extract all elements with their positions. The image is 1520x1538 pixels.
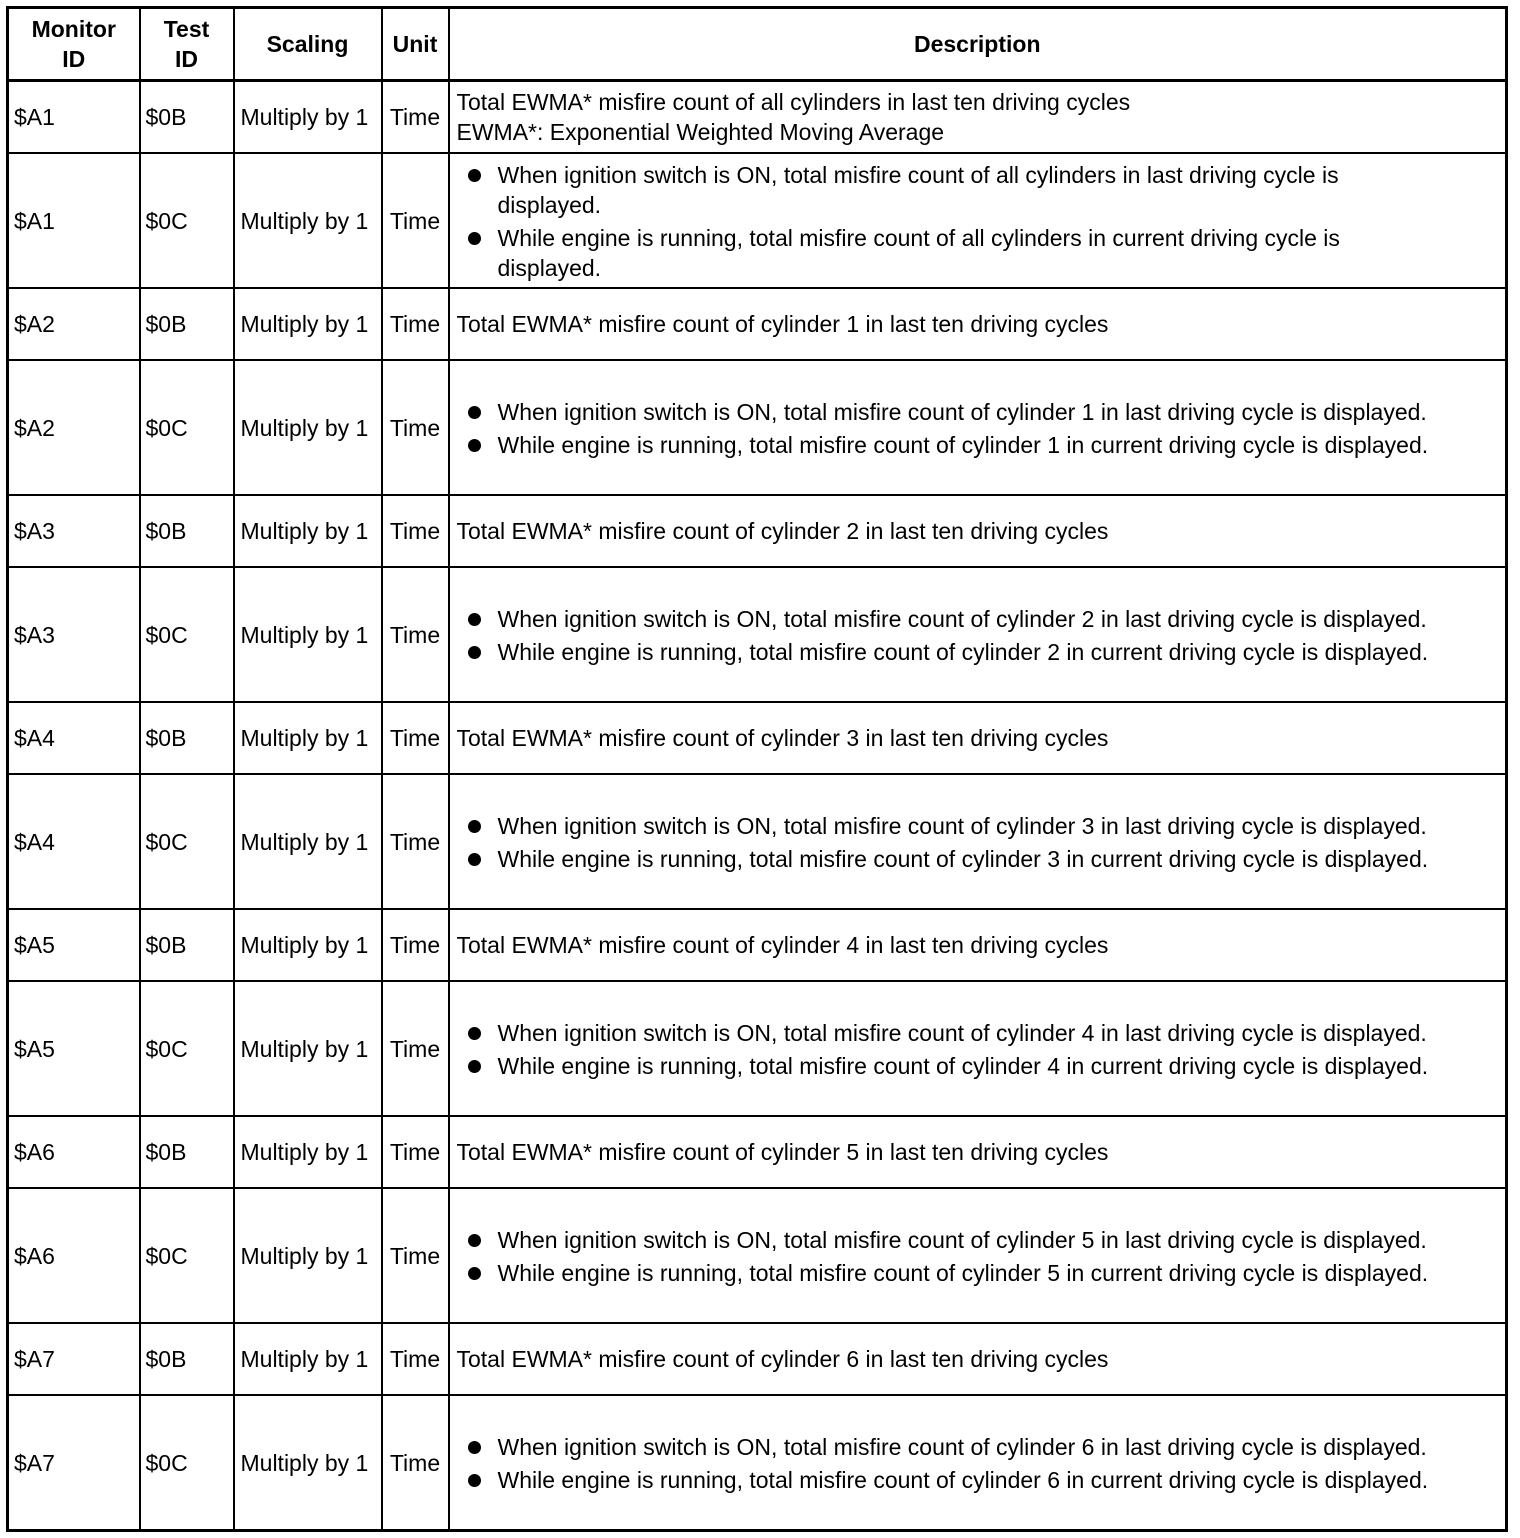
description-cell: Total EWMA* misfire count of cylinder 5 in last ten driving cycles xyxy=(449,1116,1507,1188)
bullet-item xyxy=(450,223,1506,283)
description-cell: Total EWMA* misfire count of cylinder 4 in last ten driving cycles xyxy=(449,909,1507,981)
description-bullet-list xyxy=(450,393,1506,460)
bullet-text: While engine is running, total misfire count of cylinder 5 in current driving cycle is displayed. xyxy=(497,1259,1429,1286)
monitor-id-cell: $A1 xyxy=(8,81,140,154)
bullet-text: While engine is running, total misfire count of cylinder 3 in current driving cycle is displayed. xyxy=(497,845,1429,872)
unit-cell: Time xyxy=(382,1116,449,1188)
bullet-text: When ignition switch is ON, total misfire count of cylinder 6 in last driving cycle is displayed. xyxy=(497,1433,1427,1460)
test-id-cell: $0C xyxy=(140,1188,234,1323)
bullet-dot-icon xyxy=(468,646,481,659)
header-unit: Unit xyxy=(382,8,449,81)
scaling-cell: Multiply by 1 xyxy=(234,1188,382,1323)
scaling-cell: Multiply by 1 xyxy=(234,153,382,288)
description-bullet-list xyxy=(450,1221,1506,1288)
unit-cell: Time xyxy=(382,153,449,288)
bullet-item xyxy=(450,430,1506,460)
table-row xyxy=(8,909,1507,981)
test-id-cell: $0B xyxy=(140,1116,234,1188)
monitor-id-cell: $A4 xyxy=(8,774,140,909)
monitor-id-cell: $A3 xyxy=(8,567,140,702)
header-test-id: Test ID xyxy=(140,8,234,81)
bullet-item xyxy=(450,160,1506,220)
bullet-text: When ignition switch is ON, total misfire count of cylinder 3 in last driving cycle is displayed. xyxy=(497,812,1427,839)
unit-cell: Time xyxy=(382,981,449,1116)
table-row xyxy=(8,702,1507,774)
bullet-dot-icon xyxy=(468,169,481,182)
bullet-dot-icon xyxy=(468,613,481,626)
description-cell: Total EWMA* misfire count of cylinder 3 in last ten driving cycles xyxy=(449,702,1507,774)
table-row xyxy=(8,153,1507,288)
table-row xyxy=(8,774,1507,909)
misfire-monitor-table xyxy=(6,6,1508,1532)
monitor-id-cell: $A3 xyxy=(8,495,140,567)
description-bullet-list xyxy=(450,807,1506,874)
bullet-item xyxy=(450,604,1506,634)
bullet-dot-icon xyxy=(468,1060,481,1073)
bullet-text: While engine is running, total misfire count of cylinder 1 in current driving cycle is displayed. xyxy=(497,431,1429,458)
description-footnote: EWMA*: Exponential Weighted Moving Average xyxy=(456,119,945,145)
bullet-text: When ignition switch is ON, total misfire count of cylinder 4 in last driving cycle is displayed. xyxy=(497,1019,1427,1046)
monitor-id-cell: $A6 xyxy=(8,1116,140,1188)
bullet-dot-icon xyxy=(468,1267,481,1280)
scaling-cell: Multiply by 1 xyxy=(234,702,382,774)
bullet-dot-icon xyxy=(468,1027,481,1040)
test-id-cell: $0C xyxy=(140,567,234,702)
bullet-item xyxy=(450,1018,1506,1048)
description-bullet-list xyxy=(450,1428,1506,1495)
test-id-cell: $0C xyxy=(140,981,234,1116)
bullet-text: When ignition switch is ON, total misfire count of cylinder 1 in last driving cycle is displayed. xyxy=(497,398,1427,425)
description-cell xyxy=(449,774,1507,909)
scaling-cell: Multiply by 1 xyxy=(234,1323,382,1395)
unit-cell: Time xyxy=(382,288,449,360)
bullet-text: While engine is running, total misfire count of cylinder 6 in current driving cycle is displayed. xyxy=(497,1466,1429,1493)
bullet-dot-icon xyxy=(468,820,481,833)
bullet-dot-icon xyxy=(468,1441,481,1454)
bullet-dot-icon xyxy=(468,232,481,245)
scaling-cell: Multiply by 1 xyxy=(234,567,382,702)
unit-cell: Time xyxy=(382,360,449,495)
description-cell: Total EWMA* misfire count of cylinder 1 in last ten driving cycles xyxy=(449,288,1507,360)
table-row xyxy=(8,81,1507,154)
monitor-id-cell: $A1 xyxy=(8,153,140,288)
unit-cell: Time xyxy=(382,81,449,154)
description-cell: Total EWMA* misfire count of cylinder 2 in last ten driving cycles xyxy=(449,495,1507,567)
bullet-text: When ignition switch is ON, total misfire count of all cylinders in last driving cycle is displayed. xyxy=(497,161,1339,218)
description-line: Total EWMA* misfire count of all cylinders in last ten driving cycles xyxy=(456,89,1131,115)
bullet-text: When ignition switch is ON, total misfire count of cylinder 2 in last driving cycle is displayed. xyxy=(497,605,1427,632)
header-description: Description xyxy=(449,8,1507,81)
test-id-cell: $0C xyxy=(140,360,234,495)
description-cell xyxy=(449,81,1507,154)
monitor-id-cell: $A7 xyxy=(8,1395,140,1531)
table-row xyxy=(8,360,1507,495)
unit-cell: Time xyxy=(382,1323,449,1395)
unit-cell: Time xyxy=(382,1188,449,1323)
bullet-dot-icon xyxy=(468,439,481,452)
test-id-cell: $0C xyxy=(140,153,234,288)
test-id-cell: $0C xyxy=(140,1395,234,1531)
scaling-cell: Multiply by 1 xyxy=(234,774,382,909)
bullet-item xyxy=(450,844,1506,874)
monitor-id-cell: $A5 xyxy=(8,981,140,1116)
header-row xyxy=(8,8,1507,81)
description-cell: Total EWMA* misfire count of cylinder 6 in last ten driving cycles xyxy=(449,1323,1507,1395)
test-id-cell: $0B xyxy=(140,1323,234,1395)
bullet-item xyxy=(450,811,1506,841)
unit-cell: Time xyxy=(382,909,449,981)
monitor-id-cell: $A7 xyxy=(8,1323,140,1395)
bullet-item xyxy=(450,637,1506,667)
bullet-dot-icon xyxy=(468,1474,481,1487)
bullet-item xyxy=(450,1432,1506,1462)
scaling-cell: Multiply by 1 xyxy=(234,1116,382,1188)
test-id-cell: $0B xyxy=(140,495,234,567)
bullet-item xyxy=(450,1051,1506,1081)
bullet-item xyxy=(450,1258,1506,1288)
test-id-cell: $0B xyxy=(140,81,234,154)
unit-cell: Time xyxy=(382,495,449,567)
table-row xyxy=(8,981,1507,1116)
scaling-cell: Multiply by 1 xyxy=(234,288,382,360)
test-id-cell: $0C xyxy=(140,774,234,909)
monitor-id-cell: $A2 xyxy=(8,288,140,360)
test-id-cell: $0B xyxy=(140,702,234,774)
header-monitor-id: Monitor ID xyxy=(8,8,140,81)
table-row xyxy=(8,1116,1507,1188)
description-cell xyxy=(449,153,1507,288)
description-cell xyxy=(449,1395,1507,1531)
scaling-cell: Multiply by 1 xyxy=(234,981,382,1116)
scaling-cell: Multiply by 1 xyxy=(234,360,382,495)
scaling-cell: Multiply by 1 xyxy=(234,495,382,567)
header-scaling: Scaling xyxy=(234,8,382,81)
scaling-cell: Multiply by 1 xyxy=(234,1395,382,1531)
scaling-cell: Multiply by 1 xyxy=(234,81,382,154)
bullet-dot-icon xyxy=(468,1234,481,1247)
unit-cell: Time xyxy=(382,774,449,909)
test-id-cell: $0B xyxy=(140,288,234,360)
table-row xyxy=(8,1188,1507,1323)
table-row xyxy=(8,288,1507,360)
description-bullet-list xyxy=(450,600,1506,667)
bullet-text: While engine is running, total misfire count of all cylinders in current driving cycle is displayed. xyxy=(497,224,1340,281)
bullet-text: When ignition switch is ON, total misfire count of cylinder 5 in last driving cycle is displayed. xyxy=(497,1226,1427,1253)
bullet-text: While engine is running, total misfire count of cylinder 2 in current driving cycle is displayed. xyxy=(497,638,1429,665)
bullet-dot-icon xyxy=(468,406,481,419)
bullet-item xyxy=(450,397,1506,427)
scaling-cell: Multiply by 1 xyxy=(234,909,382,981)
test-id-cell: $0B xyxy=(140,909,234,981)
description-bullet-list xyxy=(450,156,1506,283)
monitor-id-cell: $A6 xyxy=(8,1188,140,1323)
table-row xyxy=(8,567,1507,702)
table-row xyxy=(8,1323,1507,1395)
table-row xyxy=(8,495,1507,567)
description-cell xyxy=(449,981,1507,1116)
monitor-id-cell: $A5 xyxy=(8,909,140,981)
monitor-id-cell: $A4 xyxy=(8,702,140,774)
description-bullet-list xyxy=(450,1014,1506,1081)
unit-cell: Time xyxy=(382,702,449,774)
description-cell xyxy=(449,1188,1507,1323)
bullet-dot-icon xyxy=(468,853,481,866)
bullet-text: While engine is running, total misfire count of cylinder 4 in current driving cycle is displayed. xyxy=(497,1052,1429,1079)
unit-cell: Time xyxy=(382,567,449,702)
monitor-id-cell: $A2 xyxy=(8,360,140,495)
description-cell xyxy=(449,360,1507,495)
table-row xyxy=(8,1395,1507,1531)
description-cell xyxy=(449,567,1507,702)
unit-cell: Time xyxy=(382,1395,449,1531)
bullet-item xyxy=(450,1465,1506,1495)
bullet-item xyxy=(450,1225,1506,1255)
